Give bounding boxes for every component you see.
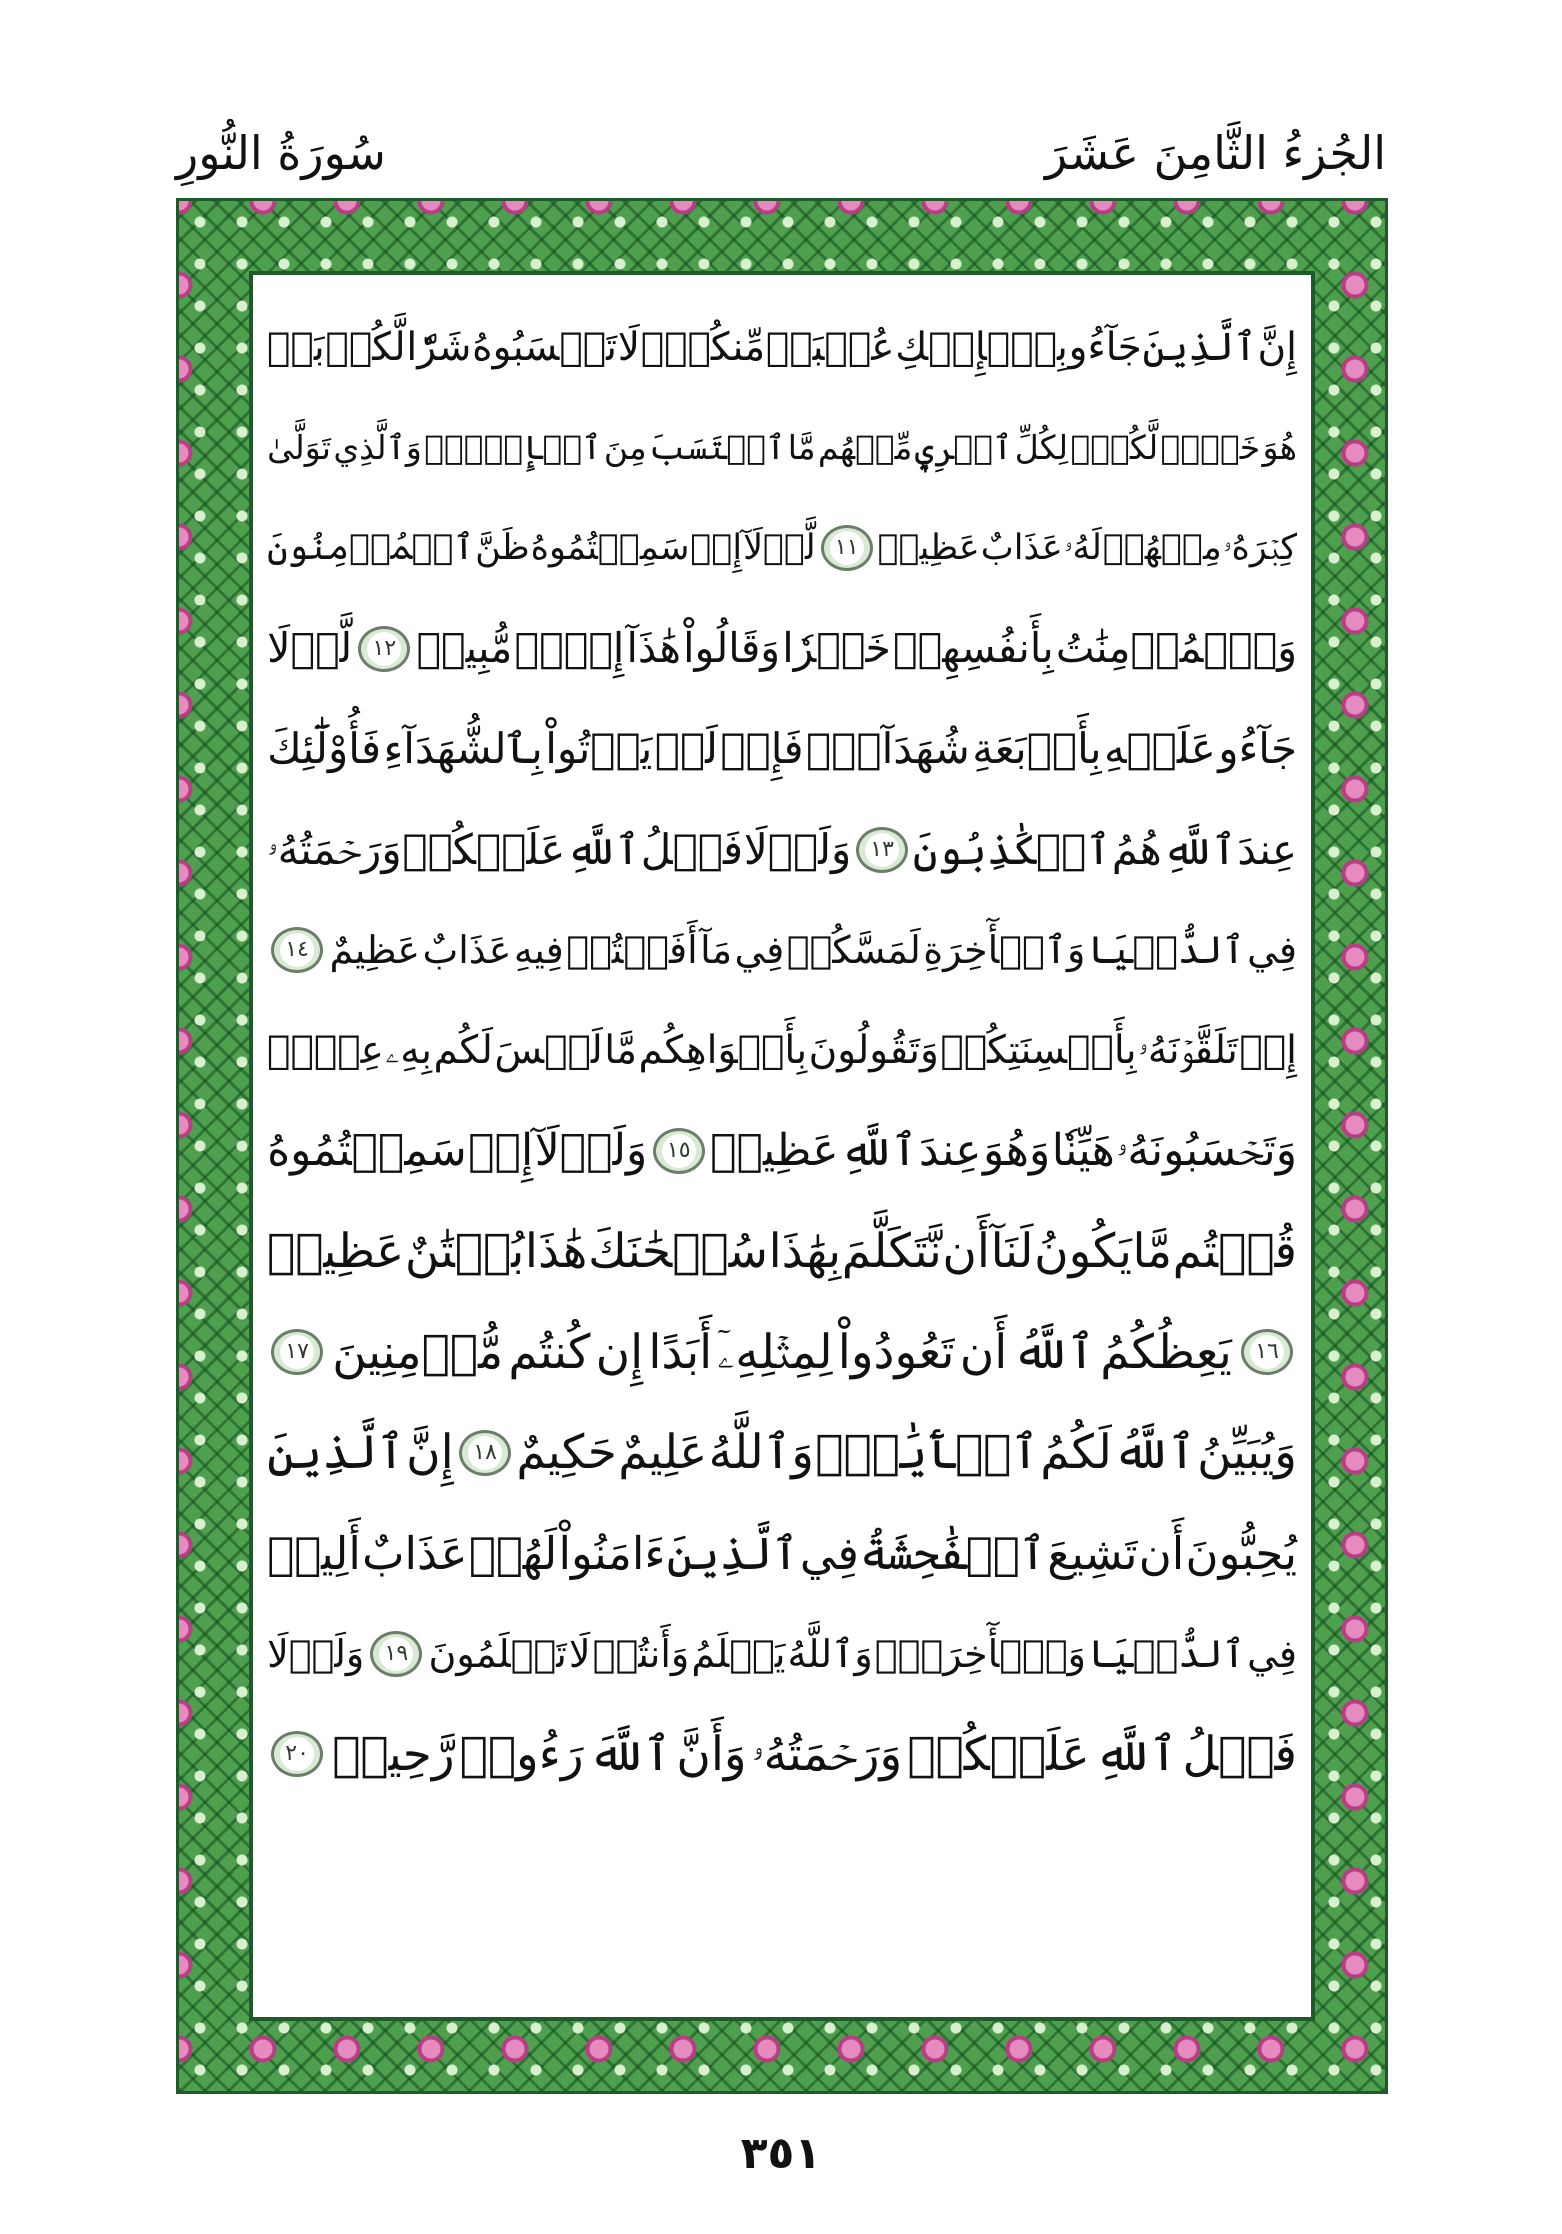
verse-word: يُحِبُّونَ	[1185, 1526, 1297, 1580]
verse-word: بِهِۦ	[385, 1028, 433, 1074]
page-header	[176, 118, 1386, 188]
verse-line	[263, 498, 1301, 599]
verse-word: هَيِّنٗا	[1051, 1125, 1115, 1177]
verse-word: فَضۡلُ	[640, 824, 744, 874]
verse-word: ٱلَّذِينَ	[267, 1425, 405, 1481]
verse-word: فِي	[1247, 928, 1297, 973]
verse-word: عُصۡبَةٞ	[765, 324, 895, 370]
verse-word: مَّا	[604, 1028, 638, 1074]
verse-word: تَعۡلَمُونَ	[428, 1631, 567, 1676]
verse-word: وَٱللَّهُ	[787, 1631, 873, 1676]
verse-word: عَذَابٌ	[422, 928, 512, 973]
verse-word: لَّوۡلَا	[267, 624, 353, 673]
verse-word: أَن	[1138, 1526, 1185, 1580]
verse-word: ٱللَّهِ	[1162, 824, 1237, 874]
verse-word: وَٱلۡمُؤۡمِنَٰتُ	[1055, 624, 1297, 673]
verse-word: لَهُمۡ	[468, 1526, 558, 1580]
verse-word: خَيۡرٞ	[1160, 428, 1261, 468]
verse-word: كِبۡرَهُۥ	[1222, 527, 1297, 568]
ayah-number-marker: ١٥	[653, 1128, 705, 1174]
verse-word: عَلَيۡكُمۡ	[402, 824, 566, 874]
verse-word: لَّكُمۡۚ	[1070, 428, 1159, 468]
verse-word: ٱللَّهِ	[840, 1125, 918, 1177]
ayah-number-marker: ١٣	[856, 827, 908, 873]
verse-word: لَّوۡلَآ	[743, 527, 816, 568]
verse-word: مَّا	[787, 428, 816, 468]
verse-word: يَعِظُكُمُ	[1100, 1324, 1232, 1380]
verse-word: أَلِيمٞ	[267, 1526, 361, 1580]
verse-word: وَلَوۡلَآ	[534, 1125, 648, 1177]
verse-word: مِنَ	[603, 428, 647, 468]
verse-line	[263, 1604, 1301, 1705]
verse-word: تَشِيعَ	[1047, 1526, 1138, 1580]
verse-word: عِندَ	[1237, 824, 1297, 874]
verse-word: ٱلۡكَٰذِبُونَ	[912, 824, 1111, 874]
juz-title: الجُزءُ الثَّامِنَ عَشَرَ	[1045, 126, 1386, 180]
verse-word: سُبۡحَٰنَكَ	[588, 1224, 768, 1280]
verse-word: هَٰذَا	[524, 1224, 588, 1280]
ayah-number-marker: ١٤	[271, 927, 323, 973]
verse-word: فَإِذۡ	[720, 724, 804, 774]
verse-line	[263, 1503, 1301, 1604]
verse-line	[263, 1202, 1301, 1303]
verse-word: ٱللَّهُ	[1113, 1425, 1196, 1481]
verse-word: ٱلۡإِثۡمِۚ	[424, 428, 602, 468]
verse-word: هُمُ	[1111, 824, 1162, 874]
verse-word: ٱلدُّنۡيَا	[1087, 928, 1245, 973]
verse-word: عِندَ	[918, 1125, 982, 1177]
verse-word: إِفۡكٞ	[514, 624, 625, 673]
verse-word: وَيُبَيِّنُ	[1197, 1425, 1297, 1481]
verse-word: بِأَفۡوَاهِكُم	[638, 1028, 808, 1074]
verse-word: لَهُۥ	[1063, 527, 1102, 568]
verse-word: وَرَحۡمَتُهُۥ	[267, 824, 402, 874]
surah-title: سُورَةُ النُّورِ	[176, 126, 386, 180]
ayah-number-marker: ١٦	[1241, 1329, 1293, 1375]
verse-word: إِن	[595, 1324, 644, 1380]
verse-word: أَن	[959, 1324, 1008, 1380]
verse-word: وَٱلۡأٓخِرَةِۚ	[874, 1631, 1086, 1676]
verse-line	[263, 800, 1301, 901]
verse-word: سَمِعۡتُمُوهُ	[267, 1125, 467, 1177]
verse-word: أَبَدًا	[648, 1324, 713, 1380]
verse-word: مَآ	[700, 928, 733, 973]
verse-word: أَن	[942, 1224, 990, 1280]
verse-word: بِأَرۡبَعَةِ	[972, 724, 1102, 774]
verse-word: تَوَلَّىٰ	[267, 428, 331, 468]
verse-word: عَظِيمٞ	[710, 1125, 839, 1177]
verse-word: مِّنكُمۡۚ	[640, 324, 766, 370]
verse-word: بُهۡتَٰنٌ	[404, 1224, 525, 1280]
verse-word: إِنَّ	[406, 1425, 454, 1481]
verse-word: لَّكُمۖ	[325, 324, 406, 370]
verse-word: عَلِيمٌ	[618, 1425, 708, 1481]
verse-word: بِٱلشُّهَدَآءِ	[383, 724, 543, 774]
verse-word: عَلَيۡكُمۡ	[907, 1726, 1090, 1782]
verse-word: وَتَقُولُونَ	[808, 1028, 939, 1074]
verse-word: شُهَدَآءَۚ	[805, 724, 970, 774]
text-frame	[249, 271, 1315, 2021]
verse-word: عَظِيمٞ	[267, 1224, 405, 1280]
verse-word: لَا	[617, 324, 640, 370]
verse-word: وَقَالُواْ	[683, 624, 781, 673]
verse-word: مِنۡهُمۡ	[1102, 527, 1222, 568]
verse-word: حَكِيمٌ	[516, 1425, 617, 1481]
verse-word: ظَنَّ	[475, 527, 530, 568]
verse-word: فِي	[799, 1526, 859, 1580]
verse-word: رَءُوفٞ	[459, 1726, 584, 1782]
verse-word: ٱمۡرِيٕٖ	[914, 428, 1013, 468]
verse-word: مِّنۡهُم	[817, 428, 913, 468]
verse-word: عَظِيمٞ	[877, 527, 980, 568]
verse-word: وَأَنتُمۡ	[592, 1631, 690, 1676]
verse-word: ٱلَّذِينَ	[1142, 324, 1257, 370]
verse-word: ٱللَّهَ	[588, 1726, 672, 1782]
verse-word: لِمِثۡلِهِۦٓ	[717, 1324, 833, 1380]
verse-word: سَمِعۡتُمُوهُ	[530, 527, 690, 568]
verse-word: عَذَابٌ	[362, 1526, 468, 1580]
verse-word: يَعۡلَمُ	[691, 1631, 786, 1676]
verse-word: كُنتُم	[508, 1324, 591, 1380]
verse-line	[263, 398, 1301, 499]
verse-word: هُوَ	[1262, 428, 1297, 468]
verse-word: بَلۡ	[267, 324, 325, 370]
verse-line	[263, 900, 1301, 1001]
verse-word: وَلَوۡلَا	[267, 1631, 365, 1676]
verse-word: ٱلۡمُؤۡمِنُونَ	[267, 527, 475, 568]
verse-word: نَّتَكَلَّمَ	[841, 1224, 942, 1280]
verse-word: تَلَقَّوۡنَهُۥ	[1138, 1028, 1238, 1074]
verse-word: رَّحِيمٞ	[332, 1726, 455, 1782]
ayah-number-marker: ١٧	[271, 1329, 323, 1375]
verse-word: ٱللَّهُ	[1012, 1324, 1096, 1380]
ayah-number-marker: ١٨	[459, 1430, 511, 1476]
verse-line	[263, 297, 1301, 398]
verse-word: بِأَلۡسِنَتِكُمۡ	[940, 1028, 1137, 1074]
verse-word: وَٱللَّهُ	[708, 1425, 814, 1481]
verse-word: وَهُوَ	[983, 1125, 1051, 1177]
verse-word: مَّا	[1132, 1224, 1173, 1280]
verse-word: يَكُونُ	[1034, 1224, 1132, 1280]
verse-word: جَآءُو	[1218, 724, 1297, 774]
verse-line	[263, 599, 1301, 700]
verse-line	[263, 1101, 1301, 1202]
verse-word: فَأُوْلَٰٓئِكَ	[267, 724, 382, 774]
verse-word: خَيۡرٗا	[782, 624, 891, 673]
verse-word: تَعُودُواْ	[837, 1324, 955, 1380]
verse-word: لَمۡ	[654, 724, 718, 774]
verse-word: ٱللَّهِ	[1094, 1726, 1178, 1782]
ornamental-border	[176, 198, 1388, 2094]
verse-word: لَكُم	[433, 1028, 493, 1074]
verse-word: لِكُلِّ	[1014, 428, 1069, 468]
verse-word: قُلۡتُم	[1172, 1224, 1297, 1280]
verse-line	[263, 1302, 1301, 1403]
verse-word: وَلَوۡلَا	[743, 824, 852, 874]
verse-word: هَٰذَآ	[626, 624, 682, 673]
verse-word: ٱلۡفَٰحِشَةُ	[860, 1526, 1047, 1580]
verse-word: لَنَآ	[990, 1224, 1034, 1280]
verse-word: شَرّٗا	[406, 324, 472, 370]
verse-word: ٱكۡتَسَبَ	[649, 428, 786, 468]
ayah-number-marker: ١١	[821, 525, 873, 571]
verse-text-area	[263, 297, 1301, 2001]
verse-line	[263, 1704, 1301, 1805]
verse-word: فِيهِ	[513, 928, 564, 973]
verse-word: فِي	[734, 928, 785, 973]
verse-word: تَحۡسَبُوهُ	[472, 324, 617, 370]
verse-word: إِنَّ	[1257, 324, 1297, 370]
verse-word: ٱلدُّنۡيَا	[1088, 1631, 1246, 1676]
verse-word: وَٱلۡأٓخِرَةِ	[923, 928, 1086, 973]
verse-word: فِي	[1247, 1631, 1297, 1676]
verse-word: إِذۡ	[690, 527, 743, 568]
verse-word: أَفَضۡتُمۡ	[566, 928, 698, 973]
verse-word: مُّبِينٞ	[416, 624, 513, 673]
verse-word: وَٱلَّذِي	[333, 428, 422, 468]
verse-word: مُّؤۡمِنِينَ	[332, 1324, 504, 1380]
verse-word: إِذۡ	[1239, 1028, 1297, 1074]
verse-line	[263, 1403, 1301, 1504]
ayah-number-marker: ١٩	[370, 1631, 422, 1677]
verse-word: وَتَحۡسَبُونَهُۥ	[1116, 1125, 1297, 1177]
verse-line	[263, 699, 1301, 800]
verse-word: إِذۡ	[468, 1125, 534, 1177]
verse-word: فَضۡلُ	[1182, 1726, 1297, 1782]
verse-word: عَذَابٌ	[980, 527, 1063, 568]
verse-word: ٱلَّذِينَ	[666, 1526, 799, 1580]
verse-word: ٱللَّهِ	[566, 824, 640, 874]
verse-word: لَا	[568, 1631, 591, 1676]
verse-word: وَرَحۡمَتُهُۥ	[751, 1726, 903, 1782]
verse-word: بِٱلۡإِفۡكِ	[895, 324, 1068, 370]
verse-word: لَمَسَّكُمۡ	[786, 928, 921, 973]
verse-word: بِأَنفُسِهِمۡ	[892, 624, 1054, 673]
verse-word: عَلَيۡهِ	[1103, 724, 1216, 774]
verse-word: جَآءُو	[1068, 324, 1142, 370]
verse-word: لَيۡسَ	[494, 1028, 603, 1074]
verse-word: ٱلۡأٓيَٰتِۚ	[815, 1425, 1039, 1481]
page-number: ٣٥١	[740, 2128, 822, 2179]
verse-line	[263, 1001, 1301, 1102]
verse-word: بِهَٰذَا	[768, 1224, 842, 1280]
verse-word: يَأۡتُواْ	[545, 724, 653, 774]
verse-word: ءَامَنُواْ	[558, 1526, 666, 1580]
verse-word: عَظِيمٌ	[329, 928, 421, 973]
ayah-number-marker: ١٢	[358, 626, 410, 672]
ayah-number-marker: ٢٠	[271, 1731, 323, 1777]
verse-word: وَأَنَّ	[676, 1726, 747, 1782]
verse-word: عِلۡمٞ	[267, 1028, 384, 1074]
verse-word: لَكُمُ	[1040, 1425, 1112, 1481]
